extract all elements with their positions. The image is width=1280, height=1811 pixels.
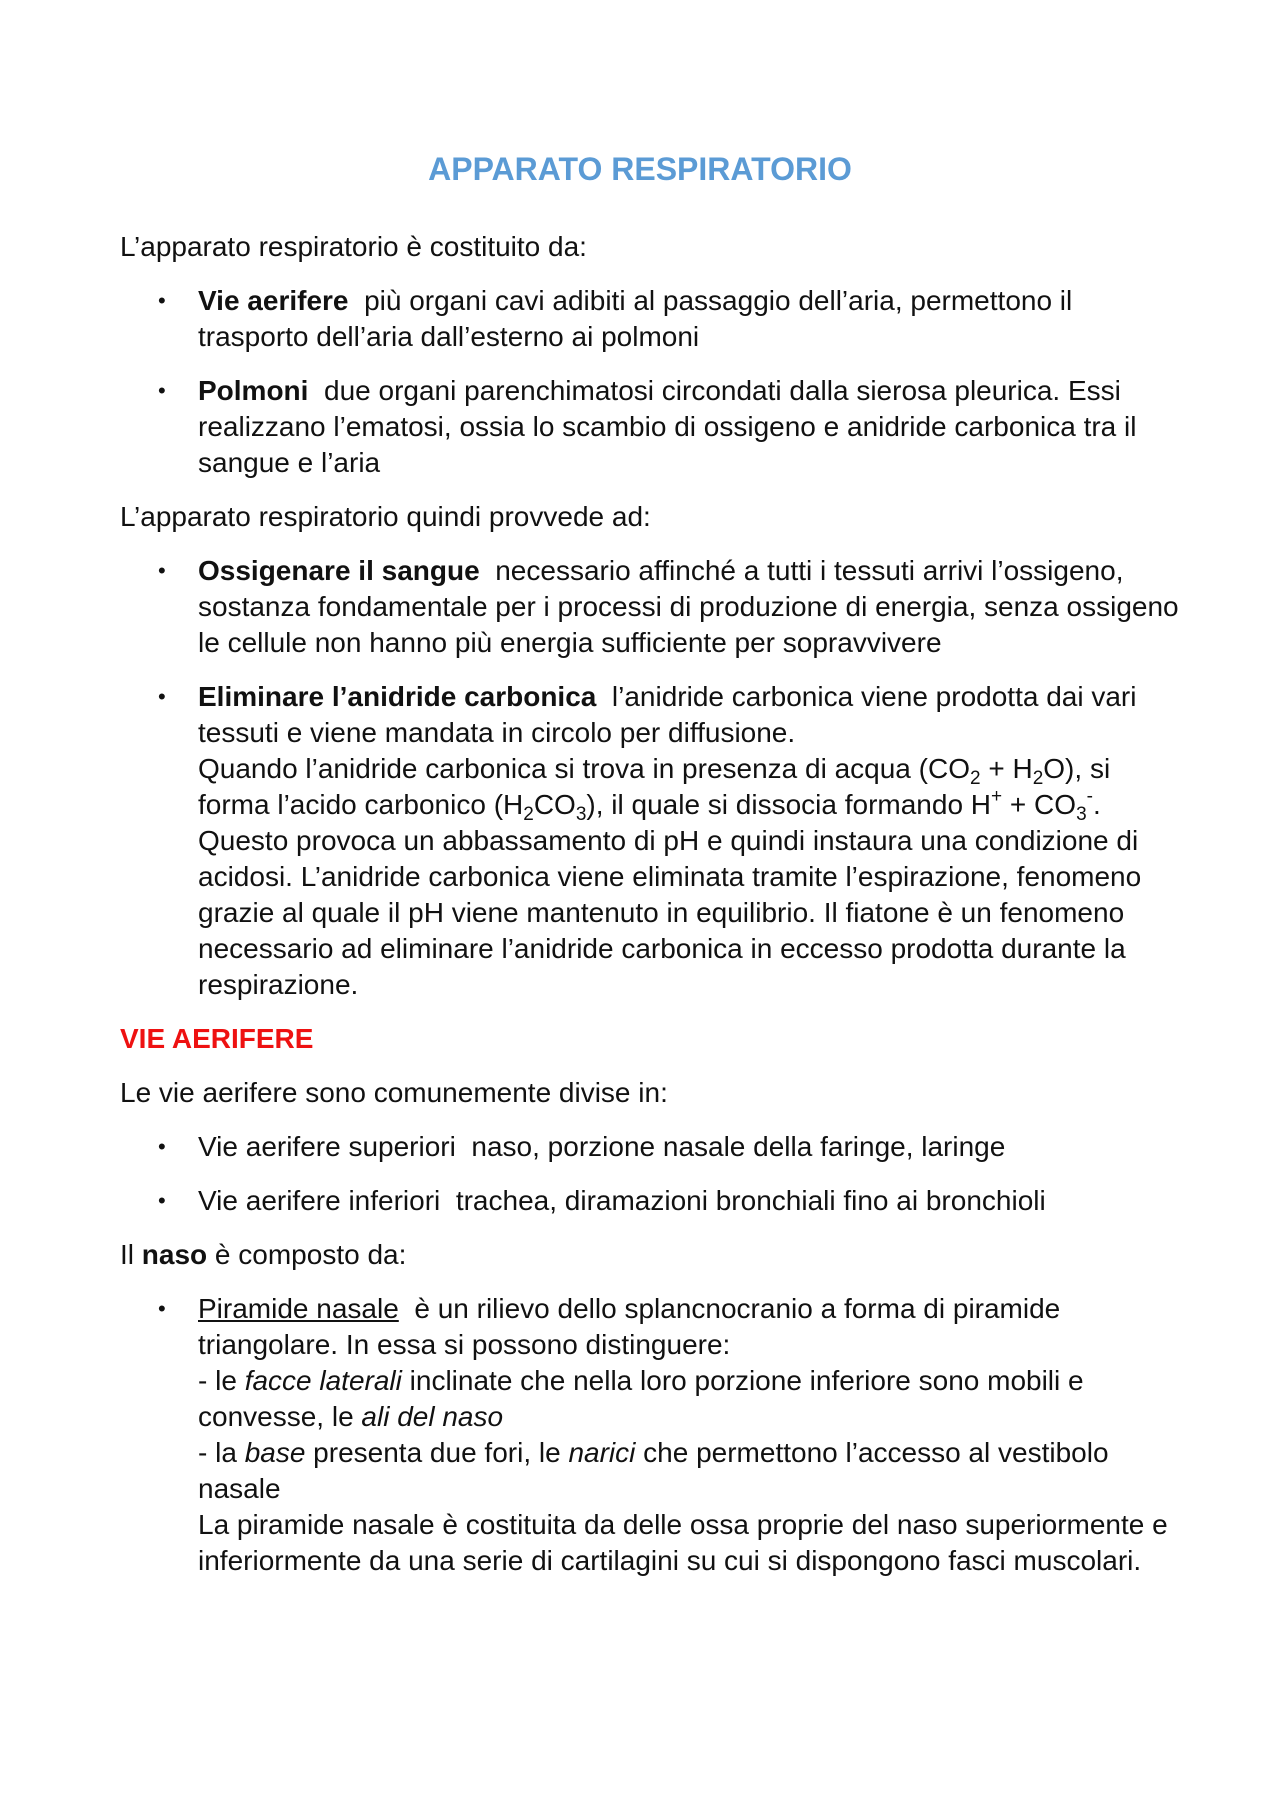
bullet-icon: • [158,378,166,403]
sub-line-base: - la base presenta due fori, le narici che permettono l’accesso al vestibolo nasale [198,1437,1109,1504]
airways-list [120,1129,1180,1219]
list-item-superiori [120,1129,1180,1165]
intro-paragraph: L’apparato respiratorio è costituito da: [120,231,587,262]
term-label: Vie aerifere [198,285,349,316]
nose-list [120,1291,1180,1579]
functions-list [120,553,1180,1003]
list-item-vie-aerifere [120,283,1180,355]
item-text: più organi cavi adibiti al passaggio dell’aria, permettono il trasporto dell’aria dall’esterno ai polmoni [198,285,1073,352]
document-body [120,229,1180,1597]
term-label: Piramide nasale [198,1293,399,1324]
airways-intro: Le vie aerifere sono comunemente divise in: [120,1077,668,1108]
item-text: trachea, diramazioni bronchiali fino ai bronchioli [455,1185,1046,1216]
term-label: Vie aerifere superiori [198,1131,456,1162]
list-item-ossigenare [120,553,1180,661]
components-list [120,283,1180,481]
item-text: è un rilievo dello splancnocranio a forma di piramide triangolare. In essa si possono distinguere: [198,1293,1061,1360]
bullet-icon: • [158,288,166,313]
bullet-icon: • [158,684,166,709]
sub-line-facce: - le facce laterali inclinate che nella loro porzione inferiore sono mobili e convesse, le ali del naso [198,1365,1084,1432]
list-item-piramide-nasale [120,1291,1180,1579]
item-text: l’anidride carbonica viene prodotta dai vari tessuti e viene mandata in circolo per diffusione. [198,681,1137,748]
bullet-icon: • [158,558,166,583]
term-label: Vie aerifere inferiori [198,1185,441,1216]
closing-text: La piramide nasale è costituita da delle ossa proprie del naso superiormente e inferiormente da una serie di cartilagini su cui si dispongono fasci muscolari. [198,1509,1168,1576]
list-item-polmoni [120,373,1180,481]
nose-intro: Il naso è composto da: [120,1239,407,1270]
item-text: necessario affinché a tutti i tessuti arrivi l’ossigeno, sostanza fondamentale per i processi di produzione di energia, senza ossigeno le cellule non hanno più energia sufficiente per sopravvivere [198,555,1179,658]
item-text: naso, porzione nasale della faringe, laringe [471,1131,1006,1162]
functions-intro: L’apparato respiratorio quindi provvede ad: [120,501,651,532]
term-label: Eliminare l’anidride carbonica [198,681,597,712]
term-label: Polmoni [198,375,309,406]
term-label: Ossigenare il sangue [198,555,480,586]
bullet-icon: • [158,1296,166,1321]
list-item-inferiori [120,1183,1180,1219]
section-heading: VIE AERIFERE [120,1023,314,1054]
list-item-eliminare-co2 [120,679,1180,1003]
page-title: APPARATO RESPIRATORIO [428,151,852,187]
bullet-icon: • [158,1188,166,1213]
chemistry-text: Quando l’anidride carbonica si trova in presenza di acqua $(CO_2 + H_2O)$, si forma l’acido carbonico $(H_2CO_3)$, il quale si dissocia formando $H^+ + CO_3^-$. Questo provoca un abbassamento di pH e quindi instaura una condizione di acidosi. L’anidride carbonica viene eliminata tramite l’espirazione, fenomeno grazie al quale il pH viene mantenuto in equilibrio. Il fiatone è un fenomeno necessario ad eliminare l’anidride carbonica in eccesso prodotta durante la respirazione. [198,753,1142,1000]
bullet-icon: • [158,1134,166,1159]
item-text: due organi parenchimatosi circondati dalla sierosa pleurica. Essi realizzano l’ematosi, ossia lo scambio di ossigeno e anidride carbonica tra il sangue e l’aria [198,375,1137,478]
